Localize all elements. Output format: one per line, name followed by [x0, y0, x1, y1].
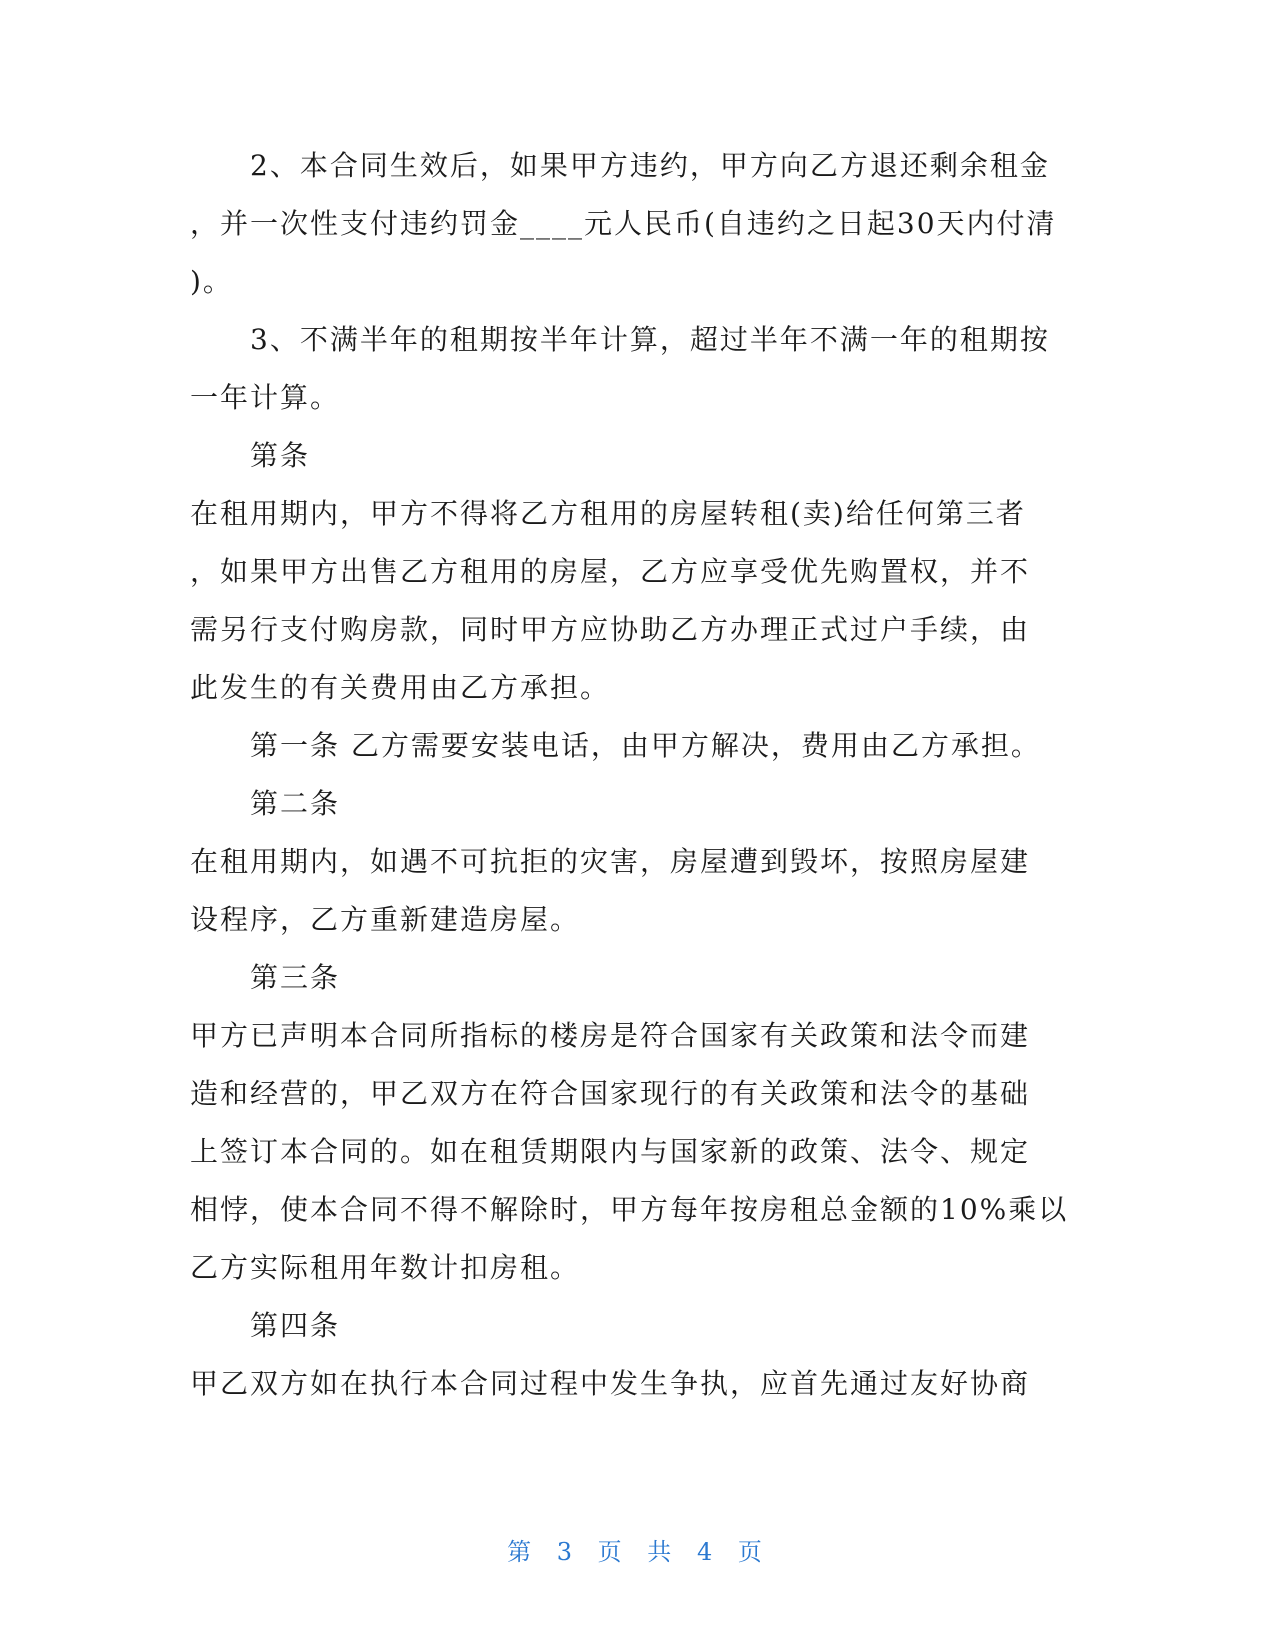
- footer-total-pages: 4: [696, 1538, 719, 1566]
- text-line: )。: [190, 265, 233, 298]
- text-line: 乙方实际租用年数计扣房租。: [190, 1251, 581, 1284]
- text-line: 相悖，使本合同不得不解除时，甲方每年按房租总金额的10%乘以: [190, 1193, 1069, 1226]
- article-heading: 第四条: [250, 1309, 341, 1342]
- footer-page-number: 3: [556, 1538, 579, 1566]
- text-line: 此发生的有关费用由乙方承担。: [190, 671, 611, 704]
- text-line: 一年计算。: [190, 381, 341, 414]
- article-heading: 第二条: [250, 787, 341, 820]
- text-line: 需另行支付购房款，同时甲方应协助乙方办理正式过户手续，由: [190, 613, 1031, 646]
- page-footer: [0, 1532, 1275, 1567]
- footer-middle: 页 共: [597, 1538, 678, 1566]
- article-line: 第一条 乙方需要安装电话，由甲方解决，费用由乙方承担。: [250, 729, 1041, 762]
- text-line: 在租用期内，如遇不可抗拒的灾害，房屋遭到毁坏，按照房屋建: [190, 845, 1031, 878]
- text-line: ，如果甲方出售乙方租用的房屋，乙方应享受优先购置权，并不: [190, 555, 1031, 588]
- text-line: 2、本合同生效后，如果甲方违约，甲方向乙方退还剩余租金: [250, 149, 1050, 182]
- text-line: 3、不满半年的租期按半年计算，超过半年不满一年的租期按: [250, 323, 1050, 356]
- article-heading: 第三条: [250, 961, 341, 994]
- text-line: 甲方已声明本合同所指标的楼房是符合国家有关政策和法令而建: [190, 1019, 1031, 1052]
- text-line: ，并一次性支付违约罚金____元人民币(自违约之日起30天内付清: [190, 207, 1057, 240]
- footer-prefix: 第: [507, 1538, 538, 1566]
- footer-suffix: 页: [737, 1538, 768, 1566]
- article-heading: 第条: [250, 439, 311, 472]
- text-line: 设程序，乙方重新建造房屋。: [190, 903, 581, 936]
- text-line: 在租用期内，甲方不得将乙方租用的房屋转租(卖)给任何第三者: [190, 497, 1026, 530]
- text-line: 造和经营的，甲乙双方在符合国家现行的有关政策和法令的基础: [190, 1077, 1031, 1110]
- text-line: 上签订本合同的。如在租赁期限内与国家新的政策、法令、规定: [190, 1135, 1031, 1168]
- text-line: 甲乙双方如在执行本合同过程中发生争执，应首先通过友好协商: [190, 1367, 1031, 1400]
